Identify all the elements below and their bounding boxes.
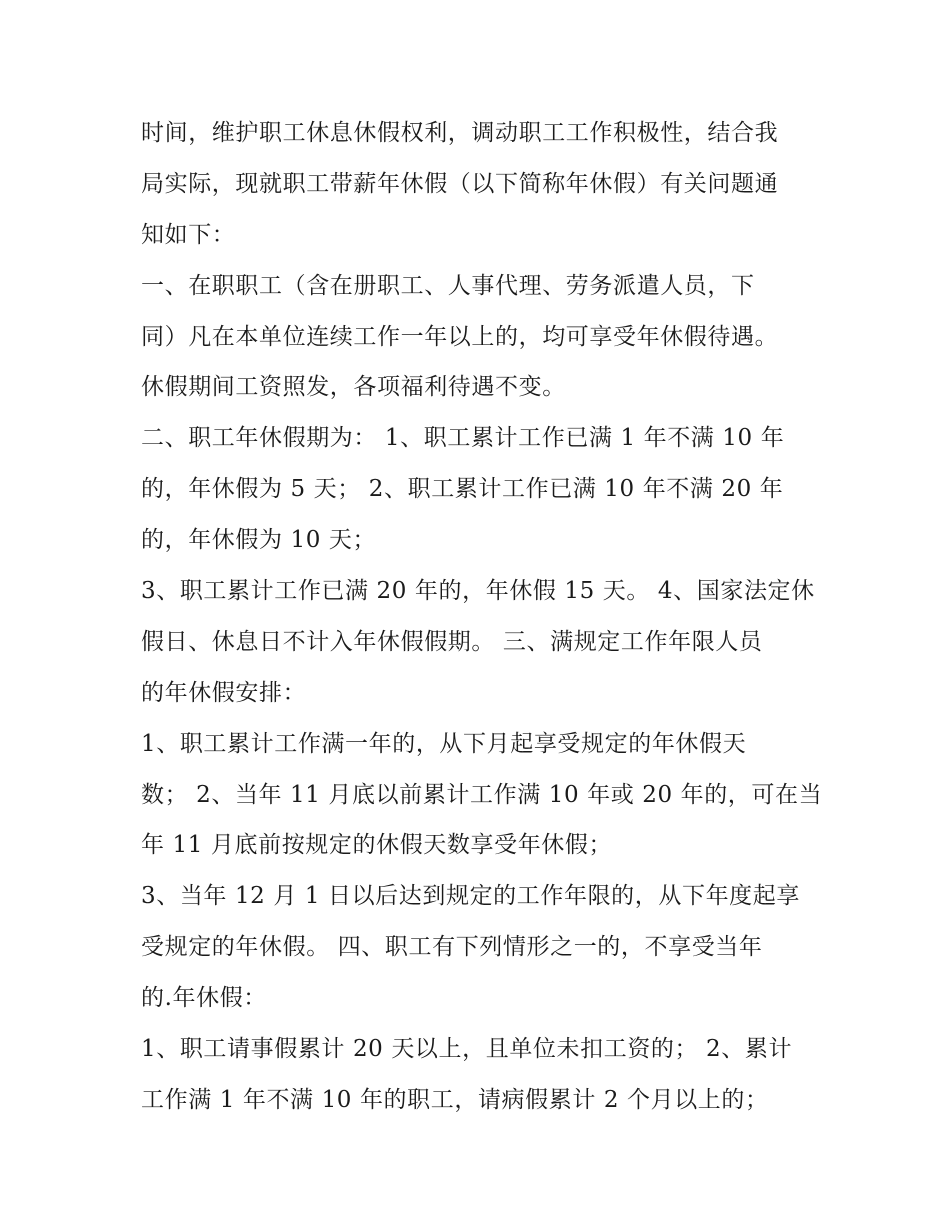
text-line: 3、职工累计工作已满 20 年的，年休假 15 天。 4、国家法定休: [141, 578, 815, 605]
text-line: 二、职工年休假期为： 1、职工累计工作已满 1 年不满 10 年: [141, 425, 785, 452]
text-line: 年 11 月底前按规定的休假天数享受年休假；: [141, 832, 613, 859]
text-line: 局实际，现就职工带薪年休假（以下简称年休假）有关问题通: [141, 170, 779, 197]
text-line: 的年休假安排：: [141, 679, 307, 706]
text-line: 假日、休息日不计入年休假假期。 三、满规定工作年限人员: [141, 628, 763, 655]
text-line: 知如下：: [141, 221, 236, 248]
text-line: 受规定的年休假。 四、职工有下列情形之一的，不享受当年: [141, 934, 763, 961]
text-line: 的.年休假：: [141, 985, 267, 1012]
text-line: 的，年休假为 5 天； 2、职工累计工作已满 10 年不满 20 年: [141, 476, 784, 503]
text-line: 1、职工累计工作满一年的，从下月起享受规定的年休假天: [141, 730, 747, 757]
text-line: 休假期间工资照发，各项福利待遇不变。: [141, 374, 566, 401]
text-line: 同）凡在本单位连续工作一年以上的，均可享受年休假待遇。: [141, 323, 779, 350]
text-line: 时间，维护职工休息休假权利，调动职工工作积极性，结合我: [141, 120, 779, 146]
document-body: [141, 108, 821, 1126]
text-line: 1、职工请事假累计 20 天以上，且单位未扣工资的； 2、累计: [141, 1036, 793, 1063]
text-line: 数； 2、当年 11 月底以前累计工作满 10 年或 20 年的，可在当: [141, 781, 823, 808]
text-line: 工作满 1 年不满 10 年的职工，请病假累计 2 个月以上的；: [141, 1086, 769, 1113]
text-line: 3、当年 12 月 1 日以后达到规定的工作年限的，从下年度起享: [141, 883, 800, 910]
text-line: 的，年休假为 10 天；: [141, 527, 377, 554]
text-line: 一、在职职工（含在册职工、人事代理、劳务派遣人员，下: [141, 272, 755, 299]
